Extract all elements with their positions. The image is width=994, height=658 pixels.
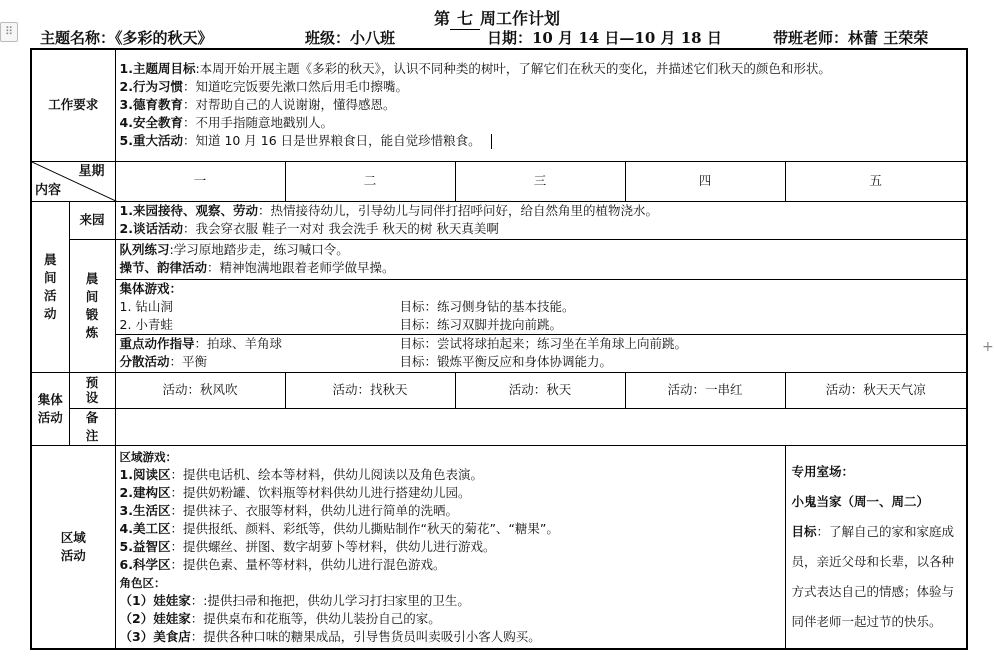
weekday-fri: 五 — [785, 161, 967, 201]
group-activity-tue: 活动：找秋天 — [285, 372, 455, 408]
key-action-content — [115, 334, 967, 372]
role-item: （3）美食店：提供各种口味的糖果成品，引导售货员叫卖吸引小客人购买。 — [119, 628, 541, 644]
weekday-mon: 一 — [115, 161, 285, 201]
weekday-header-row — [31, 161, 967, 201]
requirement-item: 2.行为习惯：知道吃完饭要先漱口然后用毛巾擦嘴。 — [119, 79, 408, 95]
group-activities-label: 集体 活动 — [31, 372, 69, 445]
requirement-item: 1.主题周目标:本周开始开展主题《多彩的秋天》，认识不同种类的树叶，了解它们在秋天的变化，并描述它们秋天的颜色和形状。 — [119, 61, 831, 77]
group-note-content[interactable] — [115, 408, 967, 445]
collective-games-content — [115, 279, 967, 334]
work-requirements-label: 工作要求 — [31, 49, 115, 161]
note-label: 备 注 — [69, 408, 115, 445]
area-activities-label: 区域 活动 — [31, 445, 115, 649]
content-axis-label: 内容 — [35, 182, 62, 198]
arrival-content — [115, 201, 967, 239]
theme-name: 主题名称：《多彩的秋天》 — [40, 29, 213, 47]
free-action-line: 分散活动：平衡 目标：锻炼平衡反应和身体协调能力。 — [119, 354, 613, 369]
key-action-line: 重点动作指导：拍球、羊角球 目标：尝试将球拍起来；练习坐在羊角球上向前跳。 — [119, 336, 688, 351]
area-activities-row — [31, 445, 967, 649]
area-item: 4.美工区：提供报纸、颜料、彩纸等，供幼儿撕贴制作“秋天的菊花”、“糖果”。 — [119, 520, 559, 536]
weekly-plan-table — [30, 48, 968, 650]
work-requirements-row — [31, 49, 967, 161]
area-item: 1.阅读区：提供电话机、绘本等材料，供幼儿阅读以及角色表演。 — [119, 466, 483, 482]
area-games-heading: 区域游戏： — [119, 449, 178, 464]
morning-drill-row — [31, 239, 967, 279]
special-room-content — [785, 445, 967, 649]
queue-practice: 队列练习:学习原地踏步走，练习喊口令。 — [119, 242, 349, 257]
morning-arrival-row — [31, 201, 967, 239]
group-note-row — [31, 408, 967, 445]
morning-exercise-label: 晨 间 锻 炼 — [69, 239, 115, 372]
week-number: 七 — [450, 6, 480, 30]
preset-label: 预 设 — [69, 372, 115, 408]
special-room-heading: 专用室场： — [791, 463, 855, 479]
requirement-item: 5.重大活动：知道 10 月 16 日是世界粮食日，能自觉珍惜粮食。 — [120, 132, 963, 150]
game-item: 2. 小青蛙 目标：练习双脚并拢向前跳。 — [119, 316, 563, 332]
class-info: 班级：小八班 — [305, 29, 396, 47]
special-room-name: 小鬼当家（周一、周二） — [791, 493, 930, 509]
group-preset-row — [31, 372, 967, 408]
requirement-item: 3.德育教育：对帮助自己的人说谢谢，懂得感恩。 — [119, 97, 396, 113]
morning-activities-label: 晨 间 活 动 — [31, 201, 69, 372]
arrival-line: 1.来园接待、观察、劳动：热情接待幼儿，引导幼儿与同伴打招呼问好，给自然角里的植物浇水。 — [119, 203, 658, 218]
role-area-heading: 角色区： — [119, 575, 166, 590]
collective-games-row — [31, 279, 967, 334]
role-item: （2）娃娃家：提供桌布和花瓶等，供幼儿装扮自己的家。 — [119, 610, 441, 626]
weekday-wed: 三 — [455, 161, 625, 201]
requirement-item: 4.安全教育：不用手指随意地戳别人。 — [119, 115, 333, 131]
diagonal-header-cell — [31, 161, 115, 201]
teachers: 带班老师：林蕾 王荣荣 — [773, 29, 929, 47]
area-item: 6.科学区：提供色素、量杯等材料，供幼儿进行混色游戏。 — [119, 556, 446, 572]
work-requirements-content — [115, 49, 967, 161]
text-cursor — [491, 134, 492, 149]
title-suffix: 周工作计划 — [480, 9, 561, 28]
title-prefix: 第 — [433, 9, 450, 28]
weekday-axis-label: 星期 — [78, 163, 105, 179]
area-item: 3.生活区：提供袜子、衣服等材料，供幼儿进行简单的洗晒。 — [119, 502, 458, 518]
drag-handle-icon[interactable]: ⠿ — [0, 22, 18, 42]
weekday-tue: 二 — [285, 161, 455, 201]
weekday-thu: 四 — [625, 161, 785, 201]
rhythm-exercise: 操节、韵律活动：精神饱满地跟着老师学做早操。 — [119, 260, 395, 275]
group-activity-wed: 活动：秋天 — [455, 372, 625, 408]
key-action-row — [31, 334, 967, 372]
game-item: 1. 钻山洞 目标：练习侧身钻的基本技能。 — [119, 298, 575, 314]
area-item: 2.建构区：提供奶粉罐、饮料瓶等材料供幼儿进行搭建幼儿园。 — [119, 484, 471, 500]
date-range: 日期：10 月 14 日—10 月 18 日 — [487, 29, 722, 47]
group-activity-thu: 活动：一串红 — [625, 372, 785, 408]
role-item: （1）娃娃家：:提供扫帚和拖把，供幼儿学习打扫家里的卫生。 — [119, 592, 470, 608]
area-activities-content — [115, 445, 785, 649]
arrival-line: 2.谈话活动：我会穿衣服 鞋子一对对 我会洗手 秋天的树 秋天真美啊 — [119, 221, 499, 236]
games-heading: 集体游戏： — [119, 280, 183, 296]
arrival-label: 来园 — [69, 201, 115, 239]
group-activity-fri: 活动：秋天天气凉 — [785, 372, 967, 408]
special-room-goal: 目标：了解自己的家和家庭成员，亲近父母和长辈，以各种方式表达自己的情感；体验与同伴老师一起过节的快乐。 — [791, 523, 955, 629]
group-activity-mon: 活动：秋风吹 — [115, 372, 285, 408]
drill-content — [115, 239, 967, 279]
area-item: 5.益智区：提供螺丝、拼图、数字胡萝卜等材料，供幼儿进行游戏。 — [119, 538, 496, 554]
add-column-icon[interactable]: + — [982, 339, 994, 355]
